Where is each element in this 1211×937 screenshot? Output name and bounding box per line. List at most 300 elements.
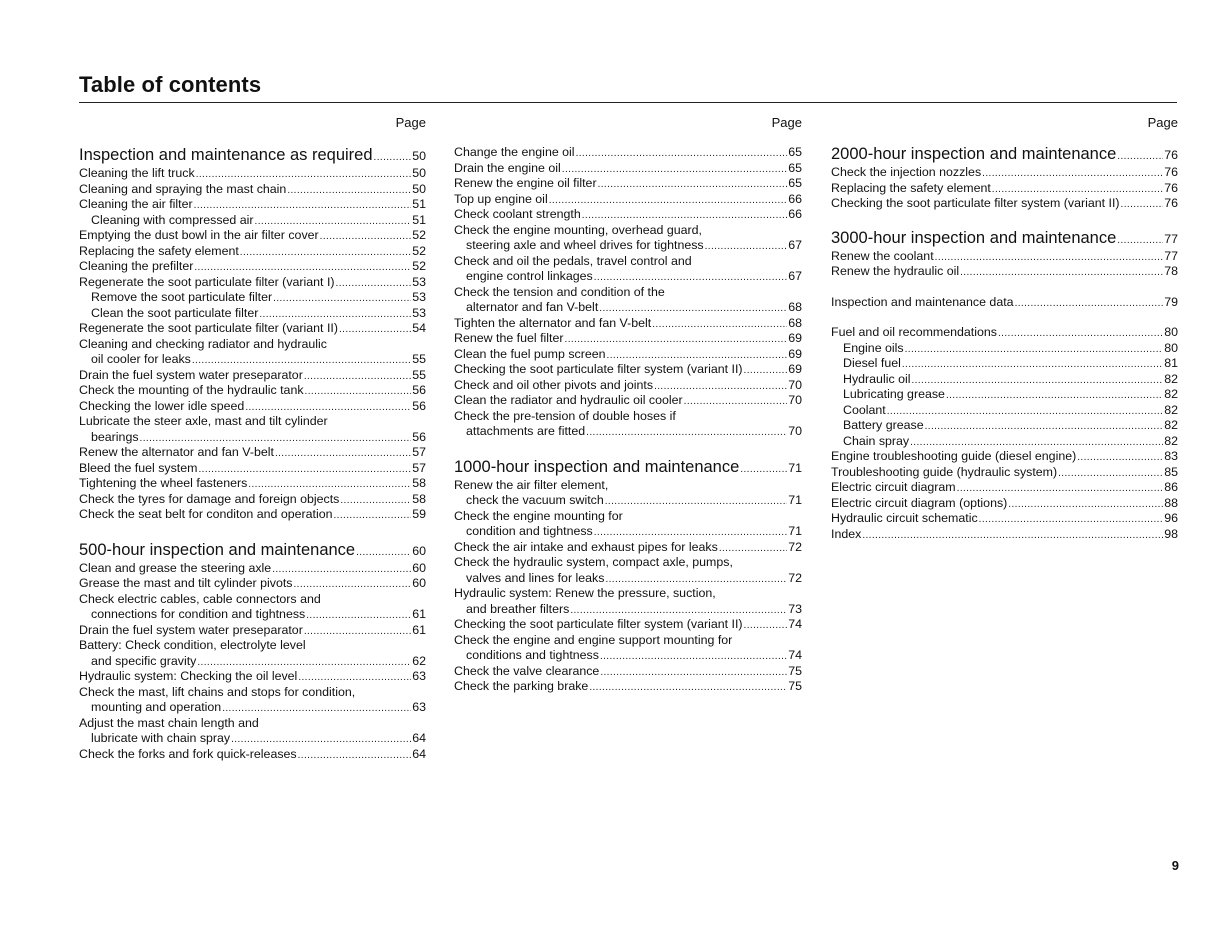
toc-entry-title: Check the mounting of the hydraulic tank — [79, 383, 304, 397]
toc-entry-page: 52 — [412, 259, 426, 273]
toc-entry-title: Engine troubleshooting guide (diesel engine) — [831, 449, 1077, 463]
toc-entry-page: 98 — [1164, 526, 1178, 541]
toc-entry[interactable] — [831, 165, 1178, 181]
toc-entry-page: 70 — [788, 393, 802, 407]
section-heading[interactable]: 2000-hour inspection and maintenance ..... 76 — [831, 143, 1178, 165]
toc-entry-title: Troubleshooting guide (hydraulic system) — [831, 464, 1058, 479]
dot-leader — [910, 435, 1163, 451]
toc-entry[interactable] — [79, 592, 426, 623]
dot-leader — [275, 446, 411, 462]
toc-entry[interactable] — [454, 176, 802, 192]
toc-entry[interactable] — [79, 275, 426, 291]
toc-entry-page: 73 — [788, 601, 802, 616]
dot-leader — [946, 388, 1163, 404]
toc-entry[interactable] — [79, 561, 426, 577]
toc-entry-page: 64 — [412, 746, 426, 761]
dot-leader — [196, 167, 412, 183]
dot-leader — [1015, 296, 1164, 312]
dot-leader — [306, 608, 411, 624]
toc-entry-title: engine control linkages — [466, 269, 593, 283]
toc-entry-page: 59 — [412, 507, 426, 521]
dot-leader — [570, 603, 787, 619]
toc-entry-title: Electric circuit diagram — [831, 480, 956, 494]
toc-entry-page: 69 — [788, 331, 802, 345]
toc-entry-text-line: Adjust the mast chain length and — [79, 715, 259, 730]
page-title: Table of contents — [79, 72, 262, 97]
toc-entry[interactable] — [831, 249, 1178, 265]
toc-entry[interactable] — [79, 669, 426, 685]
toc-entry[interactable] — [79, 414, 426, 445]
toc-entry-page: 56 — [412, 429, 426, 444]
toc-entry-title: mounting and operation — [91, 700, 222, 714]
toc-entry-page: 75 — [788, 679, 802, 693]
toc-entry-page: 66 — [788, 207, 802, 221]
toc-entry[interactable] — [79, 182, 426, 198]
toc-entry[interactable] — [831, 264, 1178, 280]
toc-entry-title: Regenerate the soot particulate filter (variant II) — [79, 321, 338, 335]
toc-entry[interactable] — [454, 316, 802, 332]
toc-entry-title: Cleaning the air filter — [79, 197, 193, 211]
dot-leader — [589, 680, 787, 696]
toc-entry[interactable] — [79, 290, 426, 306]
toc-entry-title: Lubricating grease — [843, 387, 945, 401]
toc-entry[interactable] — [831, 181, 1178, 197]
toc-entry[interactable] — [454, 509, 802, 540]
section-heading[interactable]: Inspection and maintenance as required ..... 50 — [79, 144, 426, 166]
dot-leader — [935, 250, 1164, 266]
toc-entry[interactable] — [79, 244, 426, 260]
toc-entry-title: Renew the alternator and fan V-belt — [79, 445, 274, 459]
toc-entry-page: 65 — [788, 176, 802, 190]
toc-entry-text-line: Hydraulic system: Renew the pressure, suction, — [454, 586, 716, 600]
toc-entry-title: Fuel and oil recommendations — [831, 325, 997, 339]
page-column-header: Page — [1147, 115, 1178, 130]
dot-leader — [565, 332, 788, 348]
page-column-header: Page — [395, 115, 426, 130]
dot-leader — [259, 307, 411, 323]
toc-entry[interactable] — [79, 507, 426, 523]
toc-entry-page: 80 — [1164, 325, 1178, 339]
dot-leader — [222, 701, 411, 717]
toc-entry-page: 54 — [412, 321, 426, 335]
toc-entry-page: 61 — [412, 607, 426, 621]
page-column-header: Page — [771, 115, 802, 130]
dot-leader — [140, 431, 412, 447]
toc-entry-title: Check and oil other pivots and joints — [454, 377, 654, 392]
toc-entry[interactable] — [79, 445, 426, 461]
toc-entry-title: alternator and fan V-belt — [466, 300, 599, 314]
toc-entry[interactable] — [454, 679, 802, 695]
toc-entry-page: 83 — [1164, 449, 1178, 463]
toc-entry-page: 75 — [788, 663, 802, 678]
toc-entry-title: Grease the mast and tilt cylinder pivots — [79, 576, 293, 590]
section-heading[interactable]: 3000-hour inspection and maintenance ..... 77 — [831, 227, 1178, 249]
toc-entry[interactable] — [454, 161, 802, 177]
dot-leader — [287, 183, 411, 199]
dot-leader — [594, 270, 787, 286]
toc-entry-title: conditions and tightness — [466, 648, 599, 662]
dot-leader — [340, 493, 411, 509]
toc-entry-title: Checking the lower idle speed — [79, 398, 245, 413]
dot-leader — [255, 214, 412, 230]
toc-entry-page: 69 — [788, 346, 802, 361]
toc-entry-page: 53 — [412, 305, 426, 320]
toc-entry-page: 76 — [1164, 196, 1178, 210]
section-heading[interactable]: 1000-hour inspection and maintenance ..... 71 — [454, 456, 802, 478]
toc-entry[interactable] — [831, 465, 1178, 481]
toc-entry-title: Diesel fuel — [843, 356, 901, 370]
dot-leader — [339, 322, 411, 338]
toc-entry[interactable] — [454, 331, 802, 347]
toc-entry-text-line: Check the tension and condition of the — [454, 284, 665, 299]
toc-entry-title: Coolant — [843, 402, 886, 417]
toc-entry-title: Cleaning the lift truck — [79, 166, 195, 180]
toc-entry-page: 70 — [788, 424, 802, 438]
toc-entry-page: 68 — [788, 315, 802, 330]
toc-entry[interactable] — [454, 664, 802, 680]
toc-entry-page: 68 — [788, 300, 802, 314]
toc-entry-page: 50 — [412, 166, 426, 180]
toc-entry-title: bearings — [91, 429, 139, 444]
toc-entry-page: 53 — [412, 290, 426, 304]
dot-leader — [304, 369, 411, 385]
dot-leader — [957, 481, 1164, 497]
toc-entry-title: Checking the soot particulate filter system (variant II) — [454, 362, 743, 376]
dot-leader — [582, 208, 787, 224]
toc-entry-title: Chain spray — [843, 433, 910, 448]
dot-leader — [654, 379, 787, 395]
toc-entry[interactable] — [454, 207, 802, 223]
toc-entry-title: Clean and grease the steering axle — [79, 560, 272, 575]
dot-leader — [887, 404, 1163, 420]
dot-leader — [600, 649, 787, 665]
dot-leader — [305, 384, 412, 400]
toc-entry[interactable] — [831, 480, 1178, 496]
toc-entry[interactable] — [831, 511, 1178, 527]
toc-entry-title: Bleed the fuel system — [79, 460, 198, 475]
toc-entry-page: 70 — [788, 377, 802, 392]
dot-leader — [586, 425, 787, 441]
toc-entry-text-line: Check the hydraulic system, compact axle, pumps, — [454, 555, 733, 569]
toc-entry-page: 51 — [412, 212, 426, 227]
dot-leader — [684, 394, 788, 410]
toc-entry[interactable] — [831, 527, 1178, 543]
toc-entry-title: Check the injection nozzles — [831, 165, 982, 179]
toc-entry-page: 58 — [412, 491, 426, 506]
toc-entry[interactable] — [831, 325, 1178, 341]
dot-leader — [1008, 497, 1163, 513]
toc-entry-title: Cleaning the prefilter — [79, 259, 194, 273]
dot-leader — [605, 572, 787, 588]
dot-leader — [240, 245, 411, 261]
dot-leader — [992, 182, 1163, 198]
toc-entry-page: 74 — [788, 648, 802, 662]
toc-entry-title: Drain the fuel system water preseparator — [79, 367, 303, 382]
toc-entry[interactable] — [79, 476, 426, 492]
toc-entry-page: 56 — [412, 383, 426, 397]
toc-entry-title: check the vacuum switch — [466, 493, 604, 507]
toc-entry-page: 50 — [412, 181, 426, 196]
toc-entry[interactable] — [454, 192, 802, 208]
dot-leader — [1058, 466, 1163, 482]
toc-entry-page: 69 — [788, 362, 802, 376]
toc-entry-title: Renew the engine oil filter — [454, 176, 597, 190]
toc-entry-page: 85 — [1164, 464, 1178, 479]
toc-entry-page: 74 — [788, 617, 802, 631]
toc-entry-page: 82 — [1164, 433, 1178, 448]
toc-entry-text-line: Check the mast, lift chains and stops for condition, — [79, 684, 356, 699]
dot-leader — [982, 166, 1163, 182]
toc-entry-page: 55 — [412, 367, 426, 382]
toc-entry-title: Drain the engine oil — [454, 160, 561, 175]
section-heading[interactable]: 500-hour inspection and maintenance ..... 60 — [79, 539, 426, 561]
dot-leader — [925, 419, 1164, 435]
dot-leader — [902, 357, 1163, 373]
toc-entry[interactable] — [831, 356, 1178, 372]
toc-entry-text-line: Check the engine and engine support mounting for — [454, 632, 733, 647]
toc-entry-page: 63 — [412, 700, 426, 714]
toc-entry[interactable] — [831, 418, 1178, 434]
dot-leader — [905, 342, 1164, 358]
toc-entry[interactable] — [79, 383, 426, 399]
toc-entry[interactable] — [454, 633, 802, 664]
toc-entry[interactable] — [79, 576, 426, 592]
toc-entry[interactable] — [454, 393, 802, 409]
toc-entry-page: 67 — [788, 269, 802, 283]
toc-entry-title: Engine oils — [843, 340, 904, 355]
toc-entry-page: 65 — [788, 145, 802, 159]
toc-entry-title: and specific gravity — [91, 653, 197, 668]
toc-entry-title: Check coolant strength — [454, 207, 581, 221]
dot-leader — [336, 276, 412, 292]
toc-entry[interactable] — [831, 387, 1178, 403]
dot-leader — [194, 260, 411, 276]
dot-leader — [911, 373, 1163, 389]
toc-entry[interactable] — [79, 623, 426, 639]
toc-entry-page: 51 — [412, 197, 426, 211]
toc-entry-title: Check the forks and fork quick-releases — [79, 746, 297, 761]
dot-leader — [272, 562, 411, 578]
toc-entry[interactable] — [454, 254, 802, 285]
dot-leader — [744, 363, 788, 379]
toc-entry-title: Hydraulic system: Checking the oil level — [79, 669, 298, 683]
dot-leader — [594, 525, 787, 541]
toc-entry-text-line: Battery: Check condition, electrolyte level — [79, 638, 306, 652]
toc-entry-page: 55 — [412, 352, 426, 366]
toc-entry[interactable] — [454, 409, 802, 440]
toc-entry[interactable] — [454, 347, 802, 363]
toc-entry[interactable] — [79, 638, 426, 669]
toc-entry-page: 57 — [412, 460, 426, 475]
toc-entry[interactable] — [79, 685, 426, 716]
toc-entry-text-line: Check the pre-tension of double hoses if — [454, 408, 676, 423]
toc-entry-title: Clean the radiator and hydraulic oil cooler — [454, 393, 683, 407]
toc-entry-title: valves and lines for leaks — [466, 570, 605, 585]
toc-entry[interactable] — [831, 496, 1178, 512]
dot-leader — [599, 301, 787, 317]
toc-entry[interactable] — [454, 540, 802, 556]
dot-leader — [192, 353, 411, 369]
toc-entry-title: Battery grease — [843, 418, 924, 432]
dot-leader — [862, 528, 1163, 544]
toc-entry-text-line: Renew the air filter element, — [454, 477, 609, 492]
toc-entry-page: 79 — [1164, 294, 1178, 309]
dot-leader — [979, 512, 1164, 528]
toc-entry-text-line: Check the engine mounting, overhead guard, — [454, 222, 702, 237]
toc-entry-page: 77 — [1164, 248, 1178, 263]
dot-leader — [744, 618, 788, 634]
toc-entry-page: 80 — [1164, 340, 1178, 355]
toc-entry-title: Tightening the wheel fasteners — [79, 476, 248, 490]
toc-entry-page: 60 — [412, 576, 426, 590]
toc-entry[interactable] — [831, 295, 1178, 311]
toc-entry[interactable] — [79, 399, 426, 415]
toc-entry[interactable] — [454, 145, 802, 161]
dot-leader — [652, 317, 787, 333]
toc-entry[interactable] — [79, 306, 426, 322]
dot-leader — [600, 665, 787, 681]
toc-entry-page: 65 — [788, 160, 802, 175]
dot-leader — [605, 494, 787, 510]
toc-entry-title: Check the air intake and exhaust pipes for leaks — [454, 539, 718, 554]
dot-leader — [298, 670, 411, 686]
toc-entry[interactable] — [454, 362, 802, 378]
toc-entry-page: 63 — [412, 669, 426, 683]
toc-entry-title: Drain the fuel system water preseparator — [79, 622, 303, 637]
dot-leader — [304, 624, 411, 640]
toc-entry-page: 66 — [788, 191, 802, 206]
toc-entry-title: Hydraulic circuit schematic — [831, 511, 978, 525]
toc-entry-text-line: Check and oil the pedals, travel control and — [454, 253, 692, 268]
dot-leader — [549, 193, 788, 209]
dot-leader — [320, 229, 412, 245]
dot-leader — [245, 400, 411, 416]
toc-entry-page: 71 — [788, 524, 802, 538]
toc-entry-page: 96 — [1164, 511, 1178, 525]
dot-leader — [231, 732, 411, 748]
dot-leader — [562, 162, 787, 178]
toc-entry[interactable] — [454, 555, 802, 586]
toc-entry-text-line: Check the engine mounting for — [454, 508, 623, 523]
toc-entry-page: 53 — [412, 274, 426, 289]
toc-entry-title: Inspection and maintenance data — [831, 294, 1014, 309]
toc-entry[interactable] — [831, 372, 1178, 388]
toc-entry[interactable] — [79, 747, 426, 763]
toc-entry-title: Renew the hydraulic oil — [831, 264, 960, 278]
toc-entry-title: Check the tyres for damage and foreign objects — [79, 491, 340, 506]
toc-entry-text-line: Cleaning and checking radiator and hydraulic — [79, 336, 327, 351]
toc-entry-title: Check the seat belt for conditon and operation — [79, 507, 333, 521]
toc-column-2 — [454, 145, 802, 695]
dot-leader — [960, 265, 1163, 281]
toc-entry-page: 88 — [1164, 495, 1178, 510]
toc-column-1 — [79, 144, 426, 762]
toc-entry-page: 58 — [412, 476, 426, 490]
toc-entry[interactable] — [454, 378, 802, 394]
dot-leader — [197, 655, 411, 671]
toc-entry-page: 82 — [1164, 418, 1178, 432]
toc-entry-title: Replacing the safety element — [79, 243, 239, 258]
toc-entry[interactable] — [79, 716, 426, 747]
toc-entry[interactable] — [831, 434, 1178, 450]
toc-entry-title: Renew the fuel filter — [454, 331, 564, 345]
toc-entry-title: Checking the soot particulate filter system (variant II) — [831, 196, 1120, 210]
toc-entry[interactable] — [79, 166, 426, 182]
toc-entry-title: Index — [831, 526, 862, 541]
toc-entry[interactable] — [831, 341, 1178, 357]
toc-entry[interactable] — [454, 617, 802, 633]
toc-entry-title: Clean the soot particulate filter — [91, 305, 259, 320]
toc-entry[interactable] — [831, 403, 1178, 419]
toc-entry[interactable] — [79, 197, 426, 213]
toc-entry-title: Hydraulic oil — [843, 371, 911, 386]
dot-leader — [273, 291, 411, 307]
toc-entry-page: 71 — [788, 493, 802, 507]
toc-entry-page: 81 — [1164, 356, 1178, 370]
toc-entry[interactable] — [79, 228, 426, 244]
toc-entry-page: 57 — [412, 445, 426, 459]
dot-leader — [607, 348, 788, 364]
toc-entry[interactable] — [831, 449, 1178, 465]
toc-entry-title: steering axle and wheel drives for tightness — [466, 238, 704, 252]
toc-entry[interactable] — [79, 259, 426, 275]
toc-entry[interactable] — [454, 285, 802, 316]
toc-entry-page: 76 — [1164, 165, 1178, 179]
toc-entry-title: Check the parking brake — [454, 679, 589, 693]
toc-entry-title: Top up engine oil — [454, 191, 548, 206]
toc-entry-page: 78 — [1164, 264, 1178, 278]
dot-leader — [298, 748, 412, 764]
toc-entry[interactable] — [79, 321, 426, 337]
toc-entry[interactable] — [831, 196, 1178, 212]
toc-entry-page: 67 — [788, 238, 802, 252]
toc-entry-title: Cleaning and spraying the mast chain — [79, 181, 287, 196]
toc-entry-page: 82 — [1164, 387, 1178, 401]
toc-entry-title: Checking the soot particulate filter system (variant II) — [454, 617, 743, 631]
page-number: 9 — [1171, 858, 1179, 873]
toc-entry-title: attachments are fitted — [466, 424, 586, 438]
toc-entry-title: Tighten the alternator and fan V-belt — [454, 315, 652, 330]
toc-entry[interactable] — [454, 223, 802, 254]
dot-leader — [248, 477, 411, 493]
dot-leader — [998, 326, 1163, 342]
toc-entry-text-line: Lubricate the steer axle, mast and tilt cylinder — [79, 414, 328, 428]
toc-entry-page: 52 — [412, 228, 426, 242]
dot-leader — [705, 239, 788, 255]
toc-entry-page: 72 — [788, 570, 802, 585]
toc-entry-title: lubricate with chain spray — [91, 731, 231, 745]
toc-entry[interactable] — [454, 478, 802, 509]
toc-entry[interactable] — [79, 213, 426, 229]
dot-leader — [1077, 450, 1163, 466]
toc-entry-title: Electric circuit diagram (options) — [831, 495, 1008, 510]
dot-leader — [198, 462, 411, 478]
toc-entry[interactable] — [79, 461, 426, 477]
toc-entry[interactable] — [79, 368, 426, 384]
toc-entry-page: 82 — [1164, 402, 1178, 417]
toc-entry-title: Change the engine oil — [454, 145, 575, 159]
toc-entry[interactable] — [79, 337, 426, 368]
toc-entry-title: connections for condition and tightness — [91, 607, 306, 621]
toc-entry-title: Cleaning with compressed air — [91, 212, 254, 227]
title-rule — [79, 102, 1177, 103]
toc-entry[interactable] — [454, 586, 802, 617]
toc-entry-page: 60 — [412, 560, 426, 575]
toc-entry[interactable] — [79, 492, 426, 508]
toc-entry-title: Clean the fuel pump screen — [454, 346, 606, 361]
toc-entry-title: condition and tightness — [466, 524, 593, 538]
dot-leader — [334, 508, 412, 524]
